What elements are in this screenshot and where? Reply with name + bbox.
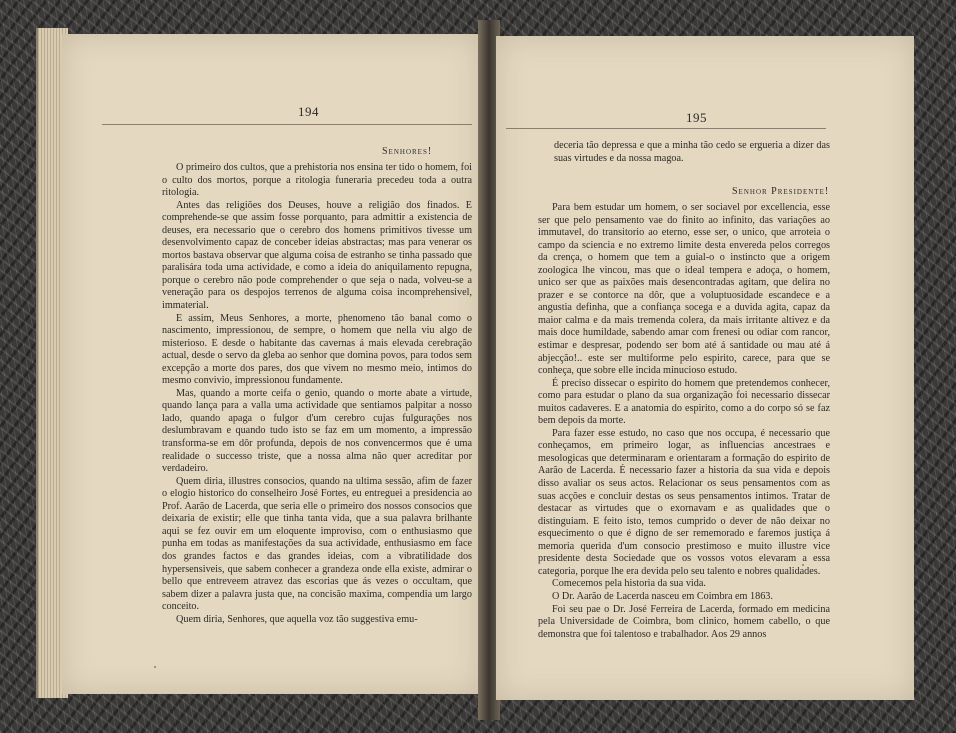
paragraph: É preciso dissecar o espirito do homem que pretendemos conhecer, como para estudar o plano da sua organização foi necessario dissecar muitos cadaveres. E a anatomia do espirito, como a do corpo só se faz bem depois da morte. [538,377,830,427]
paragraph: Mas, quando a morte ceifa o genio, quando o morte abate a virtude, quando lança para a valla uma actividade que sentiamos palpitar a nosso lado, quando apaga o fulgor d'um cerebro cujas fulgurações nos deslumbravam e quando tudo isto se faz em um momento, a impressão transforma-se em dôr profunda, depois de nos convencermos que é uma realidade o successo triste, que a nossa alma não quer acreditar por verdadeiro. [162,387,472,475]
paragraph: Antes das religiões dos Deuses, houve a religião dos finados. E comprehende-se que assim fosse porquanto, para admittir a existencia de deuses, era necessario que o cerebro dos homens primitivos tivesse um desenvolvimento capaz de conceber ideias abstractas; mas para venerar os mortos bastava observar que alguma coisa de estranho se tinha passado que paralisára toda uma actividade, e como a ideia do aniquilamento repugna, porque o cerebro não pode comprehender o que seja o nada, volveu-se a veneração para os despojos terrenos de alguma coisa incomprehensivel, immaterial. [162,199,472,312]
paragraph: Para fazer esse estudo, no caso que nos occupa, é necessario que conheçamos, em primeiro logar, as influencias ancestraes e mesologicas que determinaram e orientaram a formação do espirito de Aarão de Lacerda. É necessario fazer a historia da sua vida e depois disso avaliar os seus actos. Relacionar os seus pensamentos com as suas acções e concluir destas os seus pensamentos intimos. Tratar de destacar as virtudes que o exornavam e as qualidades que o distinguiam. E feito isto, temos cumprido o dever de não deixar no esquecimento o que é digno de ser rememorado e faremos justiça á memoria querida d'um consocio prestimoso e muito illustre vice presidente desta Sociedade que os vossos votos elevaram a essa categoria, porque lhe era devida pelo seu talento e nobres qualidades. [538,427,830,577]
paragraph: Foi seu pae o Dr. José Ferreira de Lacerda, formado em medicina pela Universidade de Coimbra, bom clinico, homem cabello, o que demonstra que foi talentoso e trabalhador. Aos 29 annos [538,603,830,640]
right-page-body [554,140,830,165]
header-rule-right [506,128,826,129]
header-rule-left [102,124,472,125]
ink-speck [802,564,804,566]
paragraph: O primeiro dos cultos, que a prehistoria nos ensina ter tido o homem, foi o culto dos mortos, porque a ritologia funeraria precedeu toda a outra ritologia. [162,162,472,199]
paragraph: E assim, Meus Senhores, a morte, phenomeno tão banal como o nascimento, impressionou, de sempre, o homem que nella viu algo de misterioso. E desde o habitante das cavernas á mais elevada cerebração actual, desde o servo da gleba ao senhor que domina povos, para todos sem excepção a morte dos pares, dos que vivem no mesmo meio, intimos do mesmo convivio, impressionou fundamente. [162,312,472,387]
paragraph: Para bem estudar um homem, o ser sociavel por excellencia, esse ser que pelo pensamento vae do finito ao infinito, das variações ao immutavel, do transitorio ao eterno, esse ser, o unico, que arroteia o campo da sciencia e no extremo limite desta envereda pelos corregos da crença, o homem que tem a guial-o o instincto que a origem zoologica lhe vincou, mas que o ideal tempera e adoça, o homem, unico ser que as paixões mais desencontradas agitam, que delira no prazer e se contorce na dôr, que a voluptuosidade escandece e a angustia definha, que a confiança socega e a duvida agita, capaz da maior calma e da mais tremenda colera, da mais irritante altivez e da mais doce humildade, sabendo amar com frenesi ou odiar com rancor, estimar e despresar, podendo ser bom até á santidade ou mau até á abjecção!.. este ser multiforme pelo espirito, carece, para que se conheça, que sobre elle incida minucioso estudo. [538,202,830,377]
right-page [496,36,914,700]
salutation-right: Senhor Presidente! [732,186,830,197]
page-number-left: 194 [298,104,319,119]
paragraph: Quem diria, illustres consocios, quando na ultima sessão, afim de fazer o elogio historico do conselheiro José Fortes, eu entreguei a presidencia ao Prof. Aarão de Lacerda, que seria elle o primeiro dos nossos consocios que deixaria de existir; elle que tinha tanta vida, que a sua palavra brilhante aqui se fez ouvir em um eloquente improviso, com o enthusiasmo que punha em todas as manifestações da sua actividade, enthusiasmo em face dos grandes factos e das grandes ideias, com a vibratilidade dos hypersensiveis, que sabem conhecer a grandeza onde ella existe, admirar o bello que entreveem atravez das escorias que ás vezes o occultam, que sabem dizer a palavra justa que, na concisão maxima, compendia um largo conceito. [162,475,472,613]
page-number-right: 195 [686,110,707,125]
paragraph: Comecemos pela historia da sua vida. [552,578,706,590]
ink-speck [154,666,156,668]
left-page-body [162,162,472,626]
continuation-text: deceria tão depressa e que a minha tão cedo se ergueria a dizer das suas virtudes e da nossa magoa. [554,140,830,164]
paragraph: Quem diria, Senhores, que aquella voz tão suggestiva emu- [176,613,418,625]
right-page-body-main [538,202,830,641]
salutation-left: Senhores! [382,146,433,157]
paragraph: O Dr. Aarão de Lacerda nasceu em Coimbra em 1863. [552,590,773,602]
left-page [62,34,480,694]
